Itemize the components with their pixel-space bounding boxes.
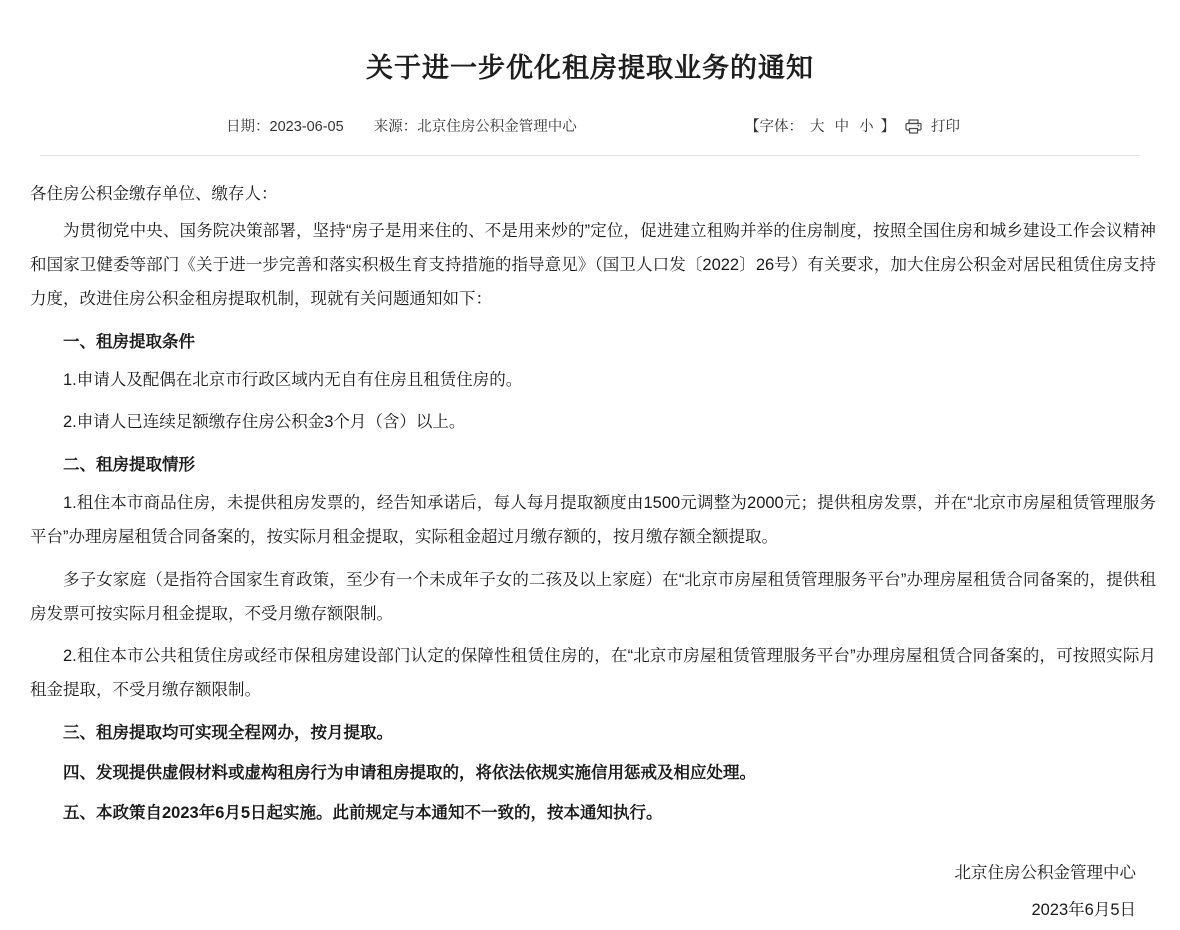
font-size-label-close: 】 [880,118,896,135]
document-page [0,18,1180,928]
print-button[interactable] [905,115,960,138]
paragraph-2-2: 2.租住本市公共租赁住房或经市保租房建设部门认定的保障性租赁住房的，在“北京市房屋租赁管理服务平台”办理房屋租赁合同备案的，可按照实际月租金提取，不受月缴存额限制。 [30,647,1156,700]
meta-left-group [226,115,577,136]
page-title: 关于进一步优化租房提取业务的通知 [366,53,814,84]
section-heading-2: 二、租房提取情形 [63,456,195,475]
font-size-large-button[interactable]: 大 [810,118,825,135]
document-signature [30,856,1156,927]
section-heading-3: 三、租房提取均可实现全程网办，按月提取。 [63,723,393,742]
printer-icon [905,119,922,138]
paragraph-preamble: 为贯彻党中央、国务院决策部署，坚持“房子是用来住的、不是用来炒的”定位，促进建立租购并举的住房制度，按照全国住房和城乡建设工作会议精神和国家卫健委等部门《关于进一步完善和落实积极生育支持措施的指导意见》（国卫人口发〔2022〕26号）有关要求，加大住房公积金对居民租赁住房支持力度，改进住房公积金租房提取机制，现就有关问题通知如下： [30,222,1156,309]
section-heading-4: 四、发现提供虚假材料或虚构租房行为申请租房提取的，将依法依规实施信用惩戒及相应处理。 [63,763,756,782]
print-label: 打印 [931,118,961,135]
document-meta-bar [40,115,1140,156]
publish-date: 日期：2023-06-05 [226,118,344,135]
paragraph-1-1: 1.申请人及配偶在北京市行政区域内无自有住房且租赁住房的。 [63,370,523,389]
paragraph-salutation: 各住房公积金缴存单位、缴存人： [30,184,278,203]
font-size-controls [745,115,895,136]
font-size-medium-button[interactable]: 中 [834,118,850,135]
signature-date: 2023年6月5日 [1031,901,1136,920]
font-size-small-button[interactable]: 小 [859,118,874,135]
signature-issuer: 北京住房公积金管理中心 [954,864,1136,883]
paragraph-1-2: 2.申请人已连续足额缴存住房公积金3个月（含）以上。 [63,413,466,432]
publish-source: 来源：北京住房公积金管理中心 [373,118,577,135]
font-size-label-open: 【字体： [745,118,803,135]
document-body [0,178,1180,928]
paragraph-2-1-extra: 多子女家庭（是指符合国家生育政策，至少有一个未成年子女的二孩及以上家庭）在“北京市房屋租赁管理服务平台”办理房屋租赁合同备案的，提供租房发票可按实际月租金提取，不受月缴存额限制。 [30,570,1156,623]
paragraph-2-1: 1.租住本市商品住房，未提供租房发票的，经告知承诺后，每人每月提取额度由1500元调整为2000元；提供租房发票，并在“北京市房屋租赁管理服务平台”办理房屋租赁合同备案的，按实际月租金提取，实际租金超过月缴存额的，按月缴存额全额提取。 [30,494,1156,546]
section-heading-5: 五、本政策自2023年6月5日起实施。此前规定与本通知不一致的，按本通知执行。 [63,803,663,822]
section-heading-1: 一、租房提取条件 [63,332,195,351]
